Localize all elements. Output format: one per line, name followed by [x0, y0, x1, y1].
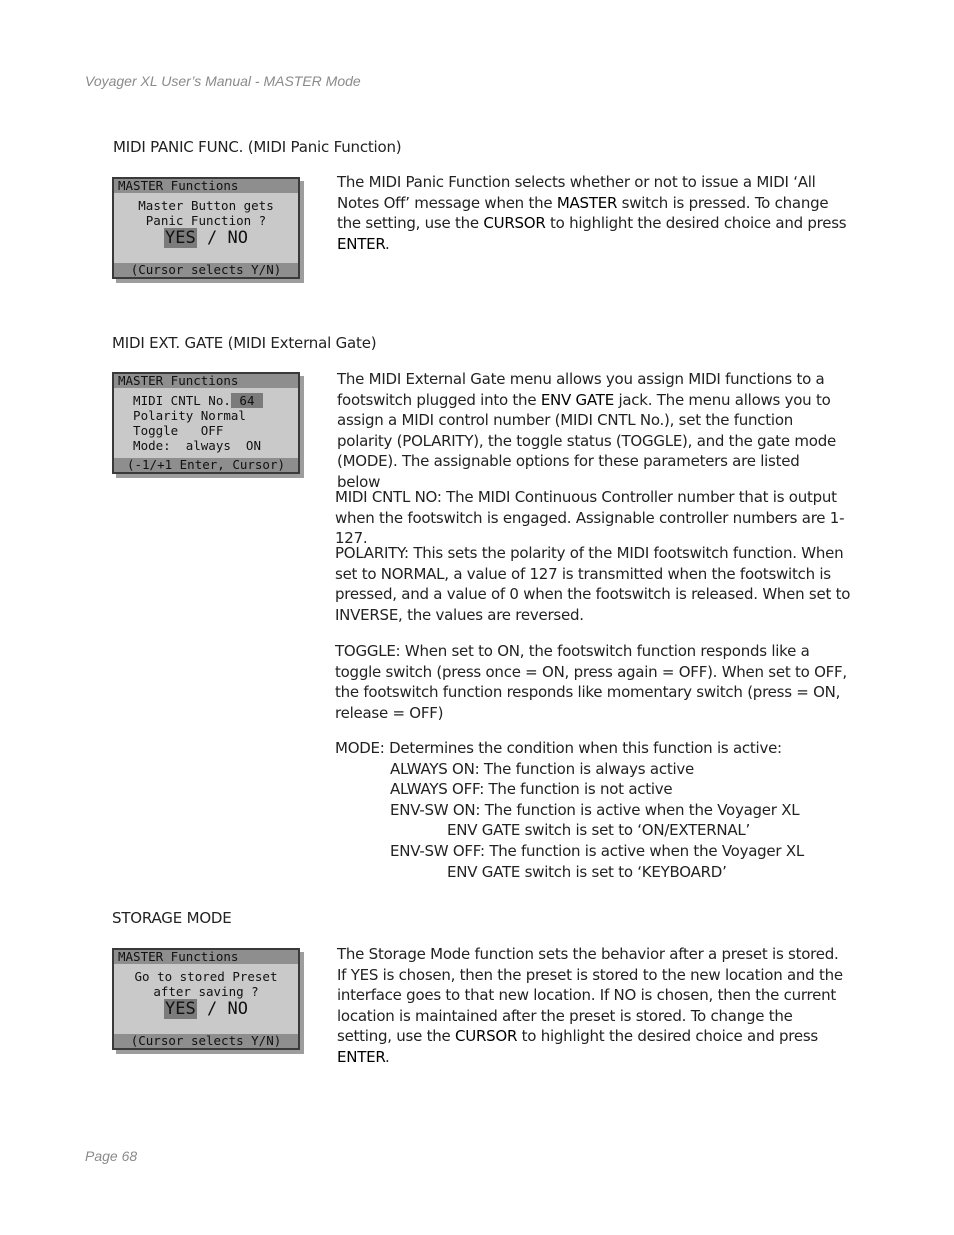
lcd-choice-line — [114, 1000, 298, 1018]
lcd-line-3: Toggle OFF — [118, 423, 224, 438]
paragraph: POLARITY: This sets the polarity of the MIDI footswitch function. When set to NORMAL, a value of 127 is transmitted when the footswitch is pressed, and a value of 0 when the footswitch is released. When set to INVERSE, the values are reversed. — [335, 544, 851, 624]
text-run: switch is pressed. To change the setting, use the — [337, 193, 829, 233]
lcd-choice-line — [114, 229, 298, 247]
paragraph: TOGGLE: When set to ON, the footswitch function responds like a toggle switch (press once = ON, press again = OFF). When set to OFF, the footswitch function responds like momentary switch (press = ON, — [335, 642, 847, 702]
lcd-no-option: NO — [227, 228, 248, 248]
mode-option-env-sw-on: ENV-SW ON: The function is active when the Voyager XL — [390, 800, 800, 819]
lcd-midi-cntl-label: MIDI CNTL No. — [118, 393, 231, 408]
lcd-line-2: after saving ? — [153, 984, 259, 999]
lcd-footer: (-1/+1 Enter, Cursor) — [114, 458, 298, 472]
lcd-line-1: Master Button gets — [138, 198, 274, 213]
paragraph: release = OFF) — [335, 703, 444, 722]
lcd-display-storage-mode — [112, 948, 300, 1050]
lcd-display-midi-ext-gate — [112, 372, 300, 474]
lcd-separator: / — [196, 999, 228, 1019]
mode-paragraph — [335, 738, 855, 882]
page-number: Page 68 — [85, 1148, 138, 1164]
text-run: . — [384, 234, 390, 253]
lcd-yes-option: YES — [165, 999, 196, 1019]
lcd-footer: (Cursor selects Y/N) — [114, 263, 298, 277]
mode-option-always-off: ALWAYS OFF: The function is not active — [390, 780, 673, 799]
text-run: to highlight the desired choice and press — [545, 214, 847, 233]
lcd-separator: / — [196, 228, 228, 248]
section-title-midi-ext-gate: MIDI EXT. GATE (MIDI External Gate) — [112, 334, 377, 352]
keyword-enter: ENTER — [337, 1047, 385, 1066]
midi-panic-description — [337, 172, 852, 254]
paragraph: MIDI CNTL NO: The MIDI Continuous Controller number that is output when the footswitch is engaged. Assignable controller numbers are 1-127. — [335, 488, 845, 548]
lcd-line-2: Polarity Normal — [118, 408, 246, 423]
keyword-cursor: CURSOR — [483, 214, 546, 233]
mode-option-always-on: ALWAYS ON: The function is always active — [390, 759, 694, 778]
text-run: The MIDI External Gate menu allows you assign MIDI functions to a footswitch plugged into the — [337, 370, 825, 409]
lcd-footer: (Cursor selects Y/N) — [114, 1034, 298, 1048]
mode-option-env-sw-on-cont: ENV GATE switch is set to ‘ON/EXTERNAL’ — [447, 821, 751, 840]
lcd-line-1 — [114, 393, 298, 408]
keyword-cursor: CURSOR — [455, 1027, 518, 1046]
lcd-yes-option: YES — [165, 228, 196, 248]
lcd-header: MASTER Functions — [114, 950, 298, 964]
lcd-line-2: Panic Function ? — [145, 213, 267, 228]
midi-cntl-no-paragraph — [335, 487, 850, 549]
mode-option-env-sw-off: ENV-SW OFF: The function is active when the Voyager XL — [390, 841, 804, 860]
mode-intro: MODE: Determines the condition when this function is active: — [335, 739, 782, 757]
keyword-enter: ENTER — [337, 234, 385, 253]
keyword-master: MASTER — [556, 193, 618, 212]
lcd-no-option: NO — [227, 999, 248, 1019]
text-run: . — [384, 1047, 390, 1066]
keyword-env-gate: ENV GATE — [540, 390, 614, 409]
running-head: Voyager XL User’s Manual - MASTER Mode — [85, 73, 361, 89]
section-title-storage-mode: STORAGE MODE — [112, 909, 232, 927]
text-run: jack. The menu allows you to assign a MIDI control number (MIDI CNTL No.), set the function polarity (POLARITY), the toggle status (TOGGLE), and the gate mode (MODE). The assignable options for these parameters are listed below — [337, 390, 836, 491]
toggle-paragraph — [335, 641, 850, 723]
text-run: to highlight the desired choice and press — [517, 1027, 818, 1046]
lcd-header: MASTER Functions — [114, 179, 298, 193]
text-run: The Storage Mode function sets the behavior after a preset is stored. If YES is chosen, then the preset is stored to the new location and the interface goes to that new location. If NO is chosen, then the current location is maintained after the preset is stored. To change the setting, use the — [337, 945, 843, 1046]
lcd-display-midi-panic — [112, 177, 300, 279]
text-run: The MIDI Panic Function selects whether or not to issue a MIDI ‘All Notes Off’ message when the — [337, 173, 816, 212]
lcd-header: MASTER Functions — [114, 374, 298, 388]
mode-option-env-sw-off-cont: ENV GATE switch is set to ‘KEYBOARD’ — [447, 862, 727, 881]
lcd-midi-cntl-value: 64 — [231, 393, 262, 408]
lcd-line-4: Mode: always ON — [118, 438, 261, 453]
midi-ext-gate-description — [337, 369, 847, 493]
storage-mode-description — [337, 944, 847, 1068]
section-title-midi-panic: MIDI PANIC FUNC. (MIDI Panic Function) — [113, 138, 402, 156]
polarity-paragraph — [335, 543, 855, 625]
lcd-line-1: Go to stored Preset — [134, 969, 278, 984]
